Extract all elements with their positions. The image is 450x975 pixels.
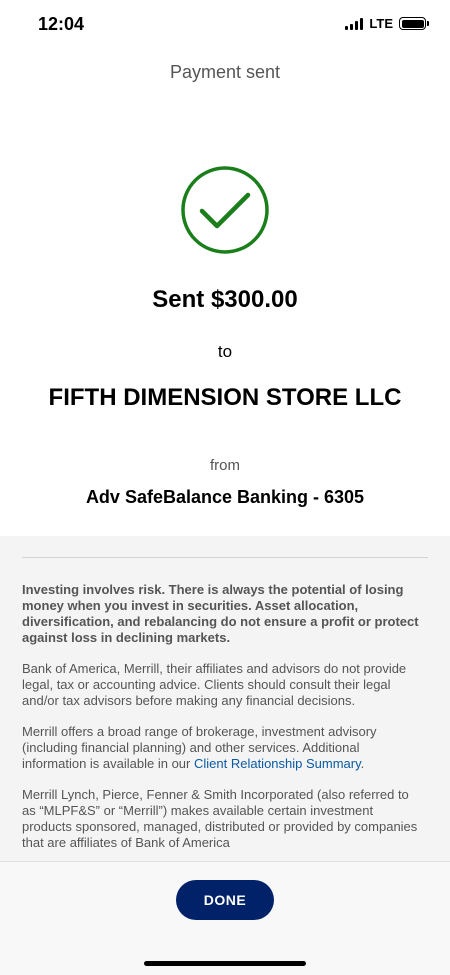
status-indicators: [345, 16, 426, 31]
services-end: .: [360, 756, 365, 771]
checkmark-circle-icon: [181, 166, 269, 254]
client-relationship-summary-link[interactable]: Client Relationship Summary: [193, 756, 361, 771]
cellular-signal-icon: [345, 18, 363, 30]
risk-disclosure: Investing involves risk. There is always the potential of losing money when you invest in securities. Asset allocation, diversification, and rebalancing do not ensure a profit or protect against loss in declining markets.: [22, 582, 419, 645]
source-account: Adv SafeBalance Banking - 6305: [85, 487, 365, 507]
disclosure-text: [22, 582, 426, 861]
from-label: from: [210, 457, 240, 474]
done-button[interactable]: DONE: [176, 880, 274, 920]
status-bar: [0, 0, 450, 50]
services-text: Merrill offers a broad range of brokerage, investment advisory (including financial planning) and other services. Additional information is available in our: [22, 724, 377, 771]
divider: [22, 557, 428, 558]
footer: [0, 861, 450, 975]
to-label: to: [217, 342, 233, 361]
home-indicator[interactable]: [144, 961, 306, 966]
sent-amount: Sent $300.00: [152, 286, 298, 313]
merrill-disclosure: Merrill Lynch, Pierce, Fenner & Smith Incorporated (also referred to as “MLPF&S” or “Merrill”) makes available certain investment products sponsored, managed, distributed or provided by companies that are affiliates of Bank of America: [22, 787, 418, 850]
advice-disclosure: Bank of America, Merrill, their affiliates and advisors do not provide legal, tax or accounting advice. Clients should consult their legal and/or tax advisors before making any financial decisions.: [22, 661, 407, 708]
page-title: Payment sent: [169, 62, 281, 82]
services-disclosure: [22, 724, 426, 772]
network-type: LTE: [369, 16, 393, 31]
disclosure-panel[interactable]: [0, 536, 450, 861]
status-time: 12:04: [38, 14, 85, 34]
battery-icon: [399, 17, 426, 30]
payee-name: FIFTH DIMENSION STORE LLC: [48, 384, 402, 411]
